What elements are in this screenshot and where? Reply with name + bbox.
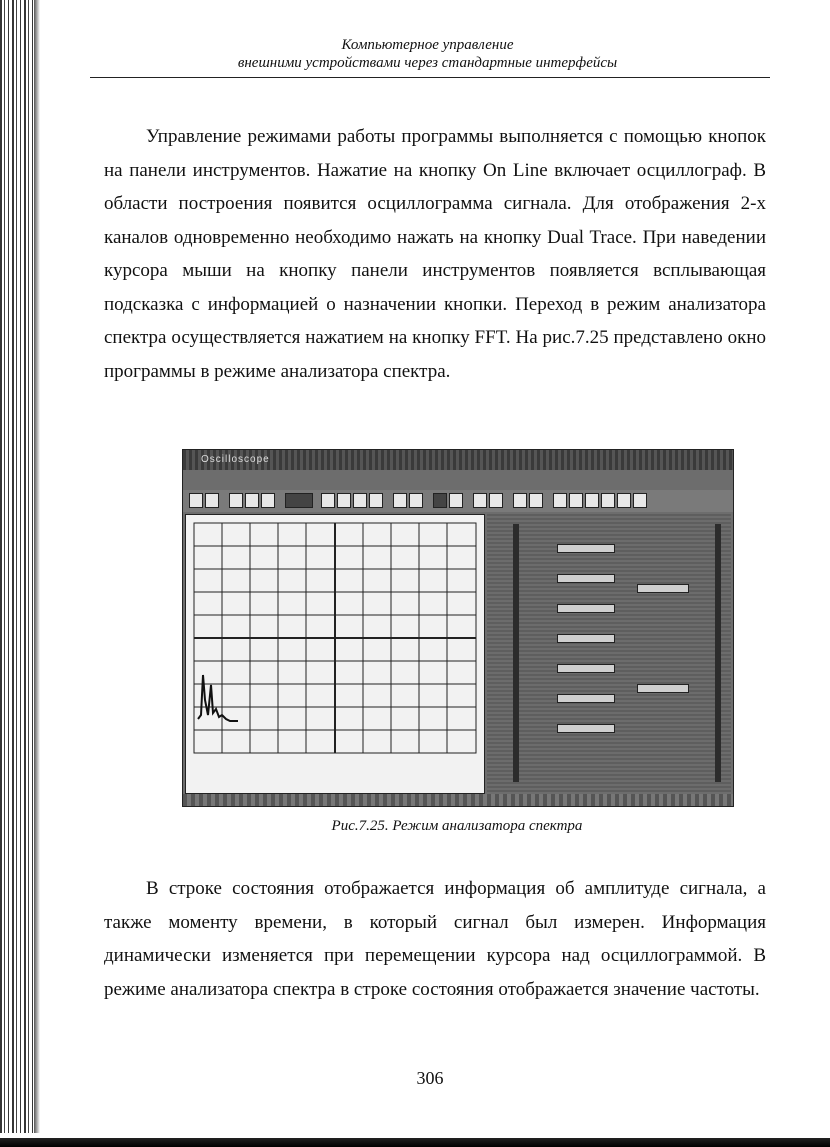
toolbar-button-10[interactable]	[369, 493, 383, 508]
toolbar-button-1[interactable]	[189, 493, 203, 508]
toolbar-button-11[interactable]	[393, 493, 407, 508]
control-knob-1[interactable]	[557, 544, 615, 553]
toolbar-button-18[interactable]	[529, 493, 543, 508]
spectrum-grid-svg	[186, 515, 484, 793]
toolbar-button-7[interactable]	[321, 493, 335, 508]
oscilloscope-window-figure	[182, 449, 734, 807]
toolbar-button-14[interactable]	[449, 493, 463, 508]
spectrum-plot-area[interactable]	[185, 514, 485, 794]
book-spine-gradient	[34, 0, 40, 1147]
toolbar-button-15[interactable]	[473, 493, 487, 508]
control-knob-3[interactable]	[557, 604, 615, 613]
page-bottom-edge	[0, 1133, 830, 1147]
running-header-line1: Компьютерное управление	[341, 37, 514, 53]
toolbar-button-21[interactable]	[585, 493, 599, 508]
running-header-line2: внешними устройствами через стандартные интерфейсы	[237, 55, 618, 71]
toolbar-button-16[interactable]	[489, 493, 503, 508]
control-knob-6[interactable]	[557, 694, 615, 703]
spectrum-trace	[198, 675, 238, 721]
toolbar-button-5[interactable]	[261, 493, 275, 508]
toolbar-button-24[interactable]	[633, 493, 647, 508]
running-header	[90, 36, 765, 72]
slider-track-2[interactable]	[715, 524, 721, 782]
control-knob-4[interactable]	[557, 634, 615, 643]
page-number: 306	[416, 1068, 444, 1088]
plot-grid	[194, 523, 476, 753]
window-titlebar	[183, 450, 733, 470]
toolbar-button-12[interactable]	[409, 493, 423, 508]
toolbar-button-2[interactable]	[205, 493, 219, 508]
slider-track-1[interactable]	[513, 524, 519, 782]
toolbar-button-20[interactable]	[569, 493, 583, 508]
control-knob-2[interactable]	[557, 574, 615, 583]
toolbar-button-3[interactable]	[229, 493, 243, 508]
toolbar-button-13[interactable]	[433, 493, 447, 508]
toolbar-button-23[interactable]	[617, 493, 631, 508]
status-bar	[183, 794, 733, 806]
control-panel	[487, 514, 731, 792]
toolbar-button-fft[interactable]	[285, 493, 313, 508]
toolbar-button-17[interactable]	[513, 493, 527, 508]
paragraph-1: Управление режимами работы программы выполняется с помощью кнопок на панели инструментов. Нажатие на кнопку On Line включает осциллограф. В области построения появится осциллограмма сигнала. Для отображения 2-х каналов одновременно необходимо нажать на кнопку Dual Trace. При наведении курсора мыши на кнопку панели инструментов появляется всплывающая подсказка с информацией о назначении кнопки. Переход в режим анализатора спектра осуществляется нажатием на кнопку FFT. На рис.7.25 представлено окно программы в режиме анализатора спектра.	[104, 126, 766, 382]
toolbar-button-22[interactable]	[601, 493, 615, 508]
toolbar	[183, 490, 733, 512]
book-spine-shadow	[0, 0, 34, 1147]
paragraph-2: В строке состояния отображается информация об амплитуде сигнала, а также моменту времени, в который сигнал был измерен. Информация динамически изменяется при перемещении курсора над осциллограммой. В режиме анализатора спектра в строке состояния отображается значение частоты.	[104, 878, 766, 1000]
header-rule	[90, 77, 770, 78]
toolbar-button-19[interactable]	[553, 493, 567, 508]
control-knob-7[interactable]	[557, 724, 615, 733]
control-knob-8[interactable]	[637, 584, 689, 593]
control-knob-9[interactable]	[637, 684, 689, 693]
figure-caption: Рис.7.25. Режим анализатора спектра	[331, 818, 583, 834]
toolbar-button-8[interactable]	[337, 493, 351, 508]
toolbar-button-9[interactable]	[353, 493, 367, 508]
toolbar-button-4[interactable]	[245, 493, 259, 508]
window-title: Oscilloscope	[201, 454, 270, 465]
control-knob-5[interactable]	[557, 664, 615, 673]
